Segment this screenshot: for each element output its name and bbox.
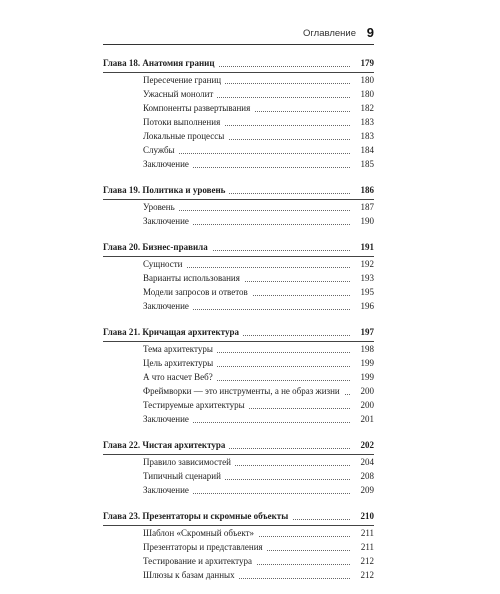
toc-section-text: Заключение — [143, 159, 193, 169]
toc-section-page: 199 — [360, 372, 374, 382]
toc-section-title — [143, 73, 350, 87]
toc-chapter — [103, 240, 374, 313]
toc-section-text: Тестируемые архитектуры — [143, 400, 249, 410]
toc-section-row[interactable] — [103, 157, 374, 171]
toc-section-row[interactable] — [103, 101, 374, 115]
toc-section-row[interactable] — [103, 412, 374, 426]
toc-section-row[interactable] — [103, 271, 374, 285]
toc-section-row[interactable] — [103, 483, 374, 497]
toc-section-row[interactable] — [103, 115, 374, 129]
toc-section-row[interactable] — [103, 384, 374, 398]
toc-chapter-label: Глава 19. — [103, 185, 141, 195]
toc-chapter-name: Анатомия границ — [142, 58, 215, 68]
toc-chapter-text — [103, 58, 219, 68]
toc-section-title — [143, 398, 350, 412]
toc-chapter-name: Чистая архитектура — [142, 440, 226, 450]
toc-section-page: 212 — [360, 570, 374, 580]
toc-section-page: 193 — [360, 273, 374, 283]
toc-section-page: 200 — [360, 400, 374, 410]
toc-chapter-text — [103, 327, 243, 337]
toc-chapter-text — [103, 440, 229, 450]
toc-section-text: Уровень — [143, 202, 179, 212]
toc-section-row[interactable] — [103, 455, 374, 469]
toc-chapter-text — [103, 511, 292, 521]
toc-section-page: 201 — [360, 414, 374, 424]
toc-section-row[interactable] — [103, 540, 374, 554]
toc-section-text: Типичный сценарий — [143, 471, 225, 481]
toc-chapter-row[interactable] — [103, 325, 374, 339]
toc-section-title — [143, 540, 350, 554]
toc-section-page: 180 — [360, 75, 374, 85]
toc-chapter — [103, 183, 374, 228]
toc-section-title — [143, 342, 350, 356]
toc-section-page: 196 — [360, 301, 374, 311]
toc-section-text: Фреймворки — это инструменты, а не образ жизни — [143, 386, 344, 396]
toc-section-title — [143, 469, 350, 483]
toc-section-row[interactable] — [103, 200, 374, 214]
toc-chapter — [103, 325, 374, 426]
toc-section-text: Заключение — [143, 216, 193, 226]
toc-section-title — [143, 356, 350, 370]
toc-chapter-page: 186 — [360, 185, 374, 195]
toc-section-row[interactable] — [103, 143, 374, 157]
toc-section-row[interactable] — [103, 257, 374, 271]
toc-section-page: 180 — [360, 89, 374, 99]
toc-section-text: Варианты использования — [143, 273, 244, 283]
toc-section-page: 187 — [360, 202, 374, 212]
toc-chapter-name: Политика и уровень — [142, 185, 226, 195]
toc-chapter-label: Глава 21. — [103, 327, 141, 337]
toc-section-page: 199 — [360, 358, 374, 368]
toc-section-page: 182 — [360, 103, 374, 113]
page-number: 9 — [366, 25, 374, 40]
toc-section-text: Тема архитектуры — [143, 344, 217, 354]
toc-section-row[interactable] — [103, 370, 374, 384]
toc-chapter-row[interactable] — [103, 438, 374, 452]
toc-chapter-page: 191 — [360, 242, 374, 252]
toc-section-page: 183 — [360, 131, 374, 141]
toc-section-text: Правило зависимостей — [143, 457, 235, 467]
toc-chapter-title — [103, 240, 350, 254]
toc-section-page: 184 — [360, 145, 374, 155]
toc-section-page: 185 — [360, 159, 374, 169]
toc-chapter-title — [103, 509, 350, 523]
toc-section-title — [143, 271, 350, 285]
toc-section-title — [143, 143, 350, 157]
toc-section-text: Ужасный монолит — [143, 89, 217, 99]
toc-section-page: 183 — [360, 117, 374, 127]
toc-section-page: 211 — [360, 528, 374, 538]
toc-section-title — [143, 370, 350, 384]
toc-chapter-row[interactable] — [103, 509, 374, 523]
toc-chapter-row[interactable] — [103, 183, 374, 197]
toc-section-row[interactable] — [103, 129, 374, 143]
toc-section-title — [143, 483, 350, 497]
toc-section-text: Компоненты развертывания — [143, 103, 254, 113]
toc-section-page: 209 — [360, 485, 374, 495]
toc-section-title — [143, 257, 350, 271]
toc-section-title — [143, 157, 350, 171]
toc-chapter-text — [103, 242, 212, 252]
toc-section-row[interactable] — [103, 356, 374, 370]
toc-chapter-row[interactable] — [103, 56, 374, 70]
toc-chapter — [103, 438, 374, 497]
toc-chapter-label: Глава 20. — [103, 242, 141, 252]
toc-chapter-label: Глава 22. — [103, 440, 141, 450]
toc-section-page: 212 — [360, 556, 374, 566]
toc-chapter-title — [103, 183, 350, 197]
toc-section-text: А что насчет Веб? — [143, 372, 217, 382]
toc-section-page: 204 — [360, 457, 374, 467]
running-header — [103, 26, 374, 45]
toc-chapter-label: Глава 18. — [103, 58, 141, 68]
toc-section-title — [143, 285, 350, 299]
toc-section-text: Заключение — [143, 301, 193, 311]
toc-section-row[interactable] — [103, 87, 374, 101]
toc-chapter-text — [103, 185, 229, 195]
toc-section-page: 198 — [360, 344, 374, 354]
toc-section-text: Модели запросов и ответов — [143, 287, 252, 297]
toc-section-title — [143, 101, 350, 115]
toc-section-row[interactable] — [103, 568, 374, 582]
toc-section-title — [143, 568, 350, 582]
toc-section-title — [143, 526, 350, 540]
toc-section-title — [143, 412, 350, 426]
toc-section-page: 192 — [360, 259, 374, 269]
toc-chapter — [103, 56, 374, 171]
toc-section-row[interactable] — [103, 285, 374, 299]
toc-chapter-label: Глава 23. — [103, 511, 141, 521]
toc-section-title — [143, 455, 350, 469]
toc-section-text: Локальные процессы — [143, 131, 228, 141]
toc-section-row[interactable] — [103, 342, 374, 356]
toc-chapter-name: Кричащая архитектура — [142, 327, 239, 337]
toc-chapter-page: 179 — [360, 58, 374, 68]
toc-chapter-title — [103, 56, 350, 70]
toc-section-page: 211 — [360, 542, 374, 552]
toc-section-title — [143, 115, 350, 129]
toc-section-text: Сущности — [143, 259, 187, 269]
toc-section-title — [143, 87, 350, 101]
toc-section-title — [143, 200, 350, 214]
table-of-contents — [103, 56, 374, 594]
toc-section-row[interactable] — [103, 73, 374, 87]
toc-section-row[interactable] — [103, 214, 374, 228]
toc-section-text: Службы — [143, 145, 179, 155]
toc-section-text: Пересечение границ — [143, 75, 225, 85]
toc-section-row[interactable] — [103, 469, 374, 483]
toc-chapter-row[interactable] — [103, 240, 374, 254]
toc-section-page: 200 — [360, 386, 374, 396]
toc-section-text: Заключение — [143, 485, 193, 495]
toc-chapter-page: 210 — [360, 511, 374, 521]
toc-section-text: Презентаторы и представления — [143, 542, 267, 552]
toc-section-page: 195 — [360, 287, 374, 297]
toc-section-row[interactable] — [103, 526, 374, 540]
toc-chapter-title — [103, 438, 350, 452]
toc-section-title — [143, 384, 350, 398]
toc-section-title — [143, 554, 350, 568]
toc-section-row[interactable] — [103, 299, 374, 313]
toc-chapter-page: 197 — [360, 327, 374, 337]
toc-section-row[interactable] — [103, 398, 374, 412]
toc-section-title — [143, 214, 350, 228]
toc-section-title — [143, 129, 350, 143]
toc-chapter-name: Бизнес-правила — [142, 242, 208, 252]
toc-chapter-page: 202 — [360, 440, 374, 450]
toc-section-text: Потоки выполнения — [143, 117, 224, 127]
toc-chapter-name: Презентаторы и скромные объекты — [142, 511, 289, 521]
toc-chapter-title — [103, 325, 350, 339]
toc-section-page: 190 — [360, 216, 374, 226]
toc-section-text: Шлюзы к базам данных — [143, 570, 239, 580]
toc-section-page: 208 — [360, 471, 374, 481]
toc-chapter — [103, 509, 374, 582]
toc-section-text: Шаблон «Скромный объект» — [143, 528, 258, 538]
toc-section-row[interactable] — [103, 554, 374, 568]
toc-section-text: Заключение — [143, 414, 193, 424]
toc-section-text: Цель архитектуры — [143, 358, 217, 368]
toc-section-title — [143, 299, 350, 313]
running-header-title: Оглавление — [303, 28, 356, 39]
toc-section-text: Тестирование и архитектура — [143, 556, 256, 566]
